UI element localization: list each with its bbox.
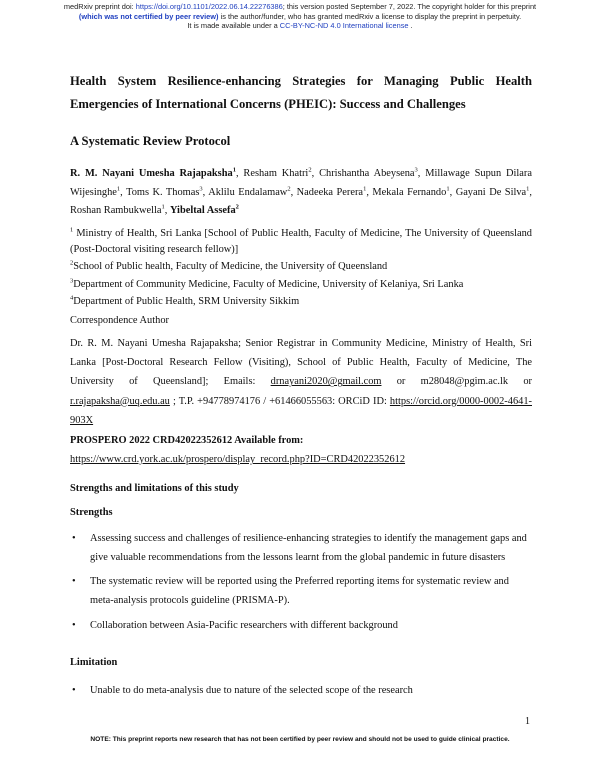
limitation-heading: Limitation [70, 657, 118, 668]
bullet-icon: • [72, 576, 76, 587]
author-name: Toms K. Thomas [126, 186, 200, 198]
paper-subtitle: A Systematic Review Protocol [70, 134, 231, 148]
bullet-icon: • [72, 620, 76, 631]
correspondence-details: Dr. R. M. Nayani Umesha Rajapaksha; Senior Registrar in Community Medicine, Ministry of Health, Sri Lanka [Post-Doctoral Research Fellow (Visiting), School of Public Health, Faculty of Medicine, The University of Queensland]; Emails: drnayani2020@gmail.com or m28048@pgim.ac.lk or r.rajapaksha@uq.edu.au ; T.P. +94778974176 / +61466055563: ORCiD ID: https://orcid.org/0000-0002-4641-903X [70, 338, 532, 426]
preprint-header-line-1: medRxiv preprint doi: https://doi.org/10.1101/2022.06.14.22276386; this version posted September 7, 2022. The copyright holder for this preprint [63, 2, 537, 11]
limitations-list [72, 681, 532, 700]
affiliation-4: $^4$Department of Public Health, SRM University Sikkim [70, 294, 300, 307]
list-item: • Assessing success and challenges of resilience-enhancing strategies to identify the management gaps and give valuable recommendations from the lessons learnt from the global pandemic in future disasters [72, 529, 532, 567]
author-affiliation-marker: 1 [526, 185, 530, 193]
bullet-icon: • [72, 533, 76, 544]
bullet-icon: • [72, 685, 76, 696]
author-separator: , [164, 205, 170, 216]
paper-title: Health System Resilience-enhancing Strategies for Managing Public Health Emergencies of International Concerns (PHEIC): Success and Challenges [70, 74, 532, 111]
author-name: Aklilu Endalamaw [208, 186, 288, 198]
list-item: • The systematic review will be reported using the Preferred reporting items for systematic review and meta-analysis protocols guideline (PRISMA-P). [72, 572, 532, 610]
author-affiliation-marker: 2 [308, 166, 312, 174]
author-affiliation-marker: 1 [232, 166, 236, 174]
author-list [70, 165, 532, 221]
author-name: Millawage Supun Dilara Wijesinghe [70, 168, 532, 198]
preprint-header [0, 2, 600, 31]
orcid-link[interactable]: https://orcid.org/0000-0002-4641-903X [70, 395, 532, 426]
preprint-header-line-2: (which was not certified by peer review) is the author/funder, who has granted medRxiv a license to display the preprint in perpetuity. [78, 11, 522, 21]
list-item: • Collaboration between Asia-Pacific researchers with different background [72, 616, 532, 635]
doi-link[interactable]: https://doi.org/10.1101/2022.06.14.22276386 [135, 2, 283, 11]
author-name: Roshan Rambukwella [70, 205, 162, 216]
author-separator: , [120, 186, 127, 198]
author-separator: , [311, 168, 320, 179]
author-name: Yibeltal Assefa [169, 205, 236, 216]
author-name: Gayani De Silva [455, 186, 527, 198]
author-separator: , [366, 186, 373, 198]
strengths-list [72, 529, 532, 635]
strengths-limitations-heading: Strengths and limitations of this study [70, 483, 239, 494]
author-affiliation-marker: 1 [446, 185, 450, 193]
preprint-header-line-3: It is made available under a CC-BY-NC-ND 4.0 International license . [187, 21, 413, 31]
list-item: • Unable to do meta-analysis due to nature of the selected scope of the research [72, 681, 532, 700]
author-affiliation-marker: 2 [287, 185, 291, 193]
author-separator: , [235, 168, 244, 179]
author-separator: , [449, 186, 456, 198]
author-separator: , [290, 186, 297, 198]
author-affiliation-marker: 1 [161, 203, 165, 211]
author-affiliation-marker: 3 [199, 185, 203, 193]
author-affiliation-marker: 1 [116, 185, 121, 193]
author-name: Chrishantha Abeysena [319, 168, 415, 179]
author-separator: , [529, 186, 533, 198]
page-number: 1 [525, 716, 530, 727]
author-separator: , [202, 186, 209, 198]
footer-note: NOTE: This preprint reports new research that has not been certified by peer review and should not be used to guide clinical practice. [90, 736, 510, 743]
affiliation-3: $^3$Department of Community Medicine, Faculty of Medicine, University of Kelaniya, Sri Lanka [70, 277, 464, 290]
strengths-heading: Strengths [70, 507, 113, 518]
author-affiliation-marker: 3 [414, 166, 418, 174]
prospero-link[interactable]: https://www.crd.york.ac.uk/prospero/display_record.php?ID=CRD42022352612 [70, 454, 406, 465]
affiliation-1: $^1$ Ministry of Health, Sri Lanka [School of Public Health, Faculty of Medicine, The University of Queensland (Post-Doctoral visiting research fellow)] [70, 226, 532, 255]
author-separator: , [417, 168, 426, 179]
affiliation-2: $^2$School of Public health, Faculty of Medicine, the University of Queensland [70, 259, 388, 272]
prospero-label: PROSPERO 2022 CRD42022352612 Available from: [70, 435, 304, 446]
author-affiliation-marker: 1 [363, 185, 367, 193]
correspondence-label: Correspondence Author [70, 315, 169, 326]
author-name: Nadeeka Perera [296, 186, 364, 198]
email-link-uq[interactable]: r.rajapaksha@uq.edu.au [70, 395, 170, 407]
email-link-primary[interactable]: drnayani2020@gmail.com [270, 376, 382, 388]
author-affiliation-marker: 2 [235, 203, 239, 211]
author-name: Resham Khatri [243, 168, 309, 179]
license-link[interactable]: CC-BY-NC-ND 4.0 International license [279, 21, 409, 31]
author-name: Mekala Fernando [372, 186, 447, 198]
author-name: R. M. Nayani Umesha Rajapaksha [70, 168, 233, 179]
